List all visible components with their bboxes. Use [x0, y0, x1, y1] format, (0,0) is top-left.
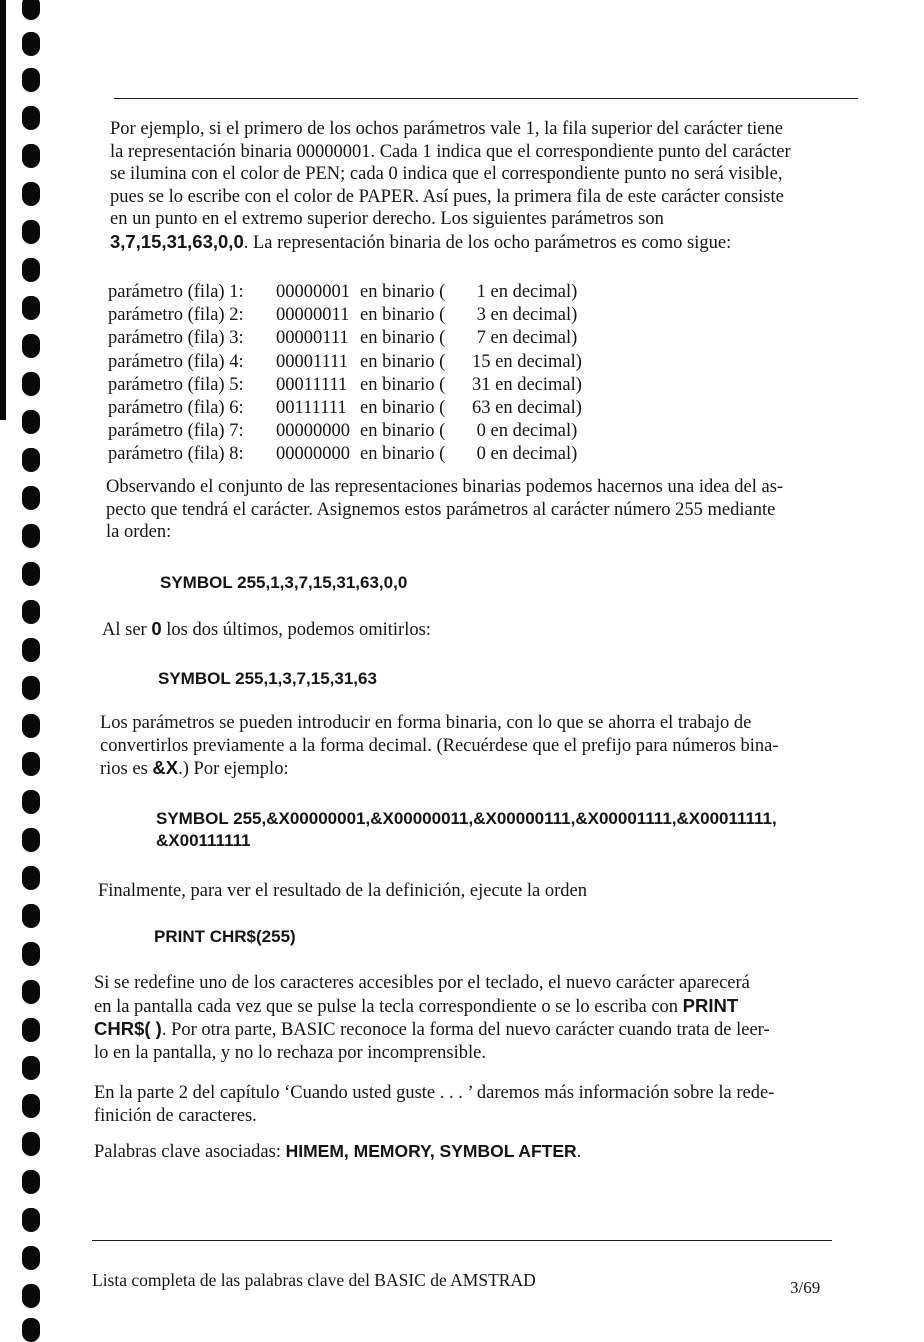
- text-line: pecto que tendrá el carácter. Asignemos estos parámetros al carácter número 255 mediante: [106, 499, 776, 520]
- text-fragment: los dos últimos, podemos omitirlos:: [161, 620, 431, 640]
- row-label: parámetro (fila) 8:: [108, 444, 244, 465]
- row-binary: 00001111: [276, 351, 348, 372]
- keyword-print: PRINT: [682, 994, 739, 1016]
- text-line: [102, 618, 848, 642]
- row-decimal: 31 en decimal): [472, 374, 582, 395]
- table-row: [108, 397, 582, 420]
- row-binary: 00011111: [276, 374, 348, 395]
- text-fragment: en la pantalla cada vez que se pulse la tecla correspondiente o se lo escriba con: [94, 996, 679, 1017]
- footer-title: Lista completa de las palabras clave del BASIC de AMSTRAD: [92, 1270, 536, 1290]
- row-binary: 00111111: [276, 398, 347, 419]
- punch-hole: [22, 1094, 40, 1118]
- parameter-table: [108, 281, 582, 467]
- keyword-chr: CHR$( ): [94, 1018, 162, 1039]
- row-label: parámetro (fila) 6:: [108, 398, 244, 419]
- page-number: 3/69: [790, 1278, 821, 1297]
- paragraph-omit: [102, 618, 848, 642]
- row-middle: en binario (: [360, 374, 446, 395]
- table-row: [108, 443, 582, 466]
- punch-hole: [22, 638, 40, 662]
- row-decimal: 3 en decimal): [472, 305, 578, 326]
- paragraph-chapter-ref: [94, 1082, 842, 1127]
- punch-hole: [22, 1018, 40, 1042]
- row-middle: en binario (: [360, 421, 446, 442]
- text-line: En la parte 2 del capítulo ‘Cuando usted guste . . . ’ daremos más información sobre la rede-: [94, 1083, 775, 1103]
- row-decimal: 1 en decimal): [472, 282, 578, 302]
- code-print: PRINT CHR$(255): [154, 927, 296, 946]
- text-line: en un punto en el extremo superior derecho. Los siguientes parámetros son: [110, 209, 664, 229]
- text-line: Finalmente, para ver el resultado de la definición, ejecute la orden: [98, 881, 588, 901]
- row-label: parámetro (fila) 5:: [108, 374, 244, 395]
- punch-hole: [22, 714, 40, 738]
- row-binary: 00000001: [276, 282, 350, 302]
- text-line: la representación binaria 00000001. Cada 1 indica que el correspondiente punto del carácter: [110, 141, 791, 162]
- binder-edge: [0, 0, 6, 420]
- punch-hole: [22, 448, 40, 472]
- row-middle: en binario (: [360, 282, 446, 302]
- row-label: parámetro (fila) 3:: [108, 328, 244, 349]
- code-symbol-full: SYMBOL 255,1,3,7,15,31,63,0,0: [160, 573, 408, 592]
- paragraph-keywords: [94, 1140, 842, 1164]
- row-middle: en binario (: [360, 351, 446, 372]
- punch-hole: [22, 676, 40, 700]
- punch-hole: [22, 828, 40, 852]
- text-fragment: Al ser: [102, 620, 152, 640]
- punch-hole: [22, 1170, 40, 1194]
- code-symbol-binary: [156, 808, 777, 852]
- text-line: [94, 995, 842, 1019]
- table-row: [108, 304, 582, 327]
- text-line: Por ejemplo, si el primero de los ochos parámetros vale 1, la fila superior del carácter tiene: [110, 119, 783, 139]
- text-fragment: .: [576, 1142, 582, 1162]
- text-line: [94, 1140, 842, 1164]
- punch-hole: [22, 562, 40, 586]
- punch-hole: [22, 258, 40, 282]
- code-line: &X00111111: [156, 831, 251, 850]
- row-binary: 00000000: [276, 421, 350, 442]
- punch-hole: [22, 410, 40, 434]
- punch-hole: [22, 600, 40, 624]
- code-line: SYMBOL 255,&X00000001,&X00000011,&X00000111,&X00001111,&X00011111,: [156, 809, 777, 828]
- text-line: Observando el conjunto de las representaciones binarias podemos hacernos una idea del as-: [106, 477, 784, 497]
- table-row: [108, 374, 582, 397]
- punch-hole: [22, 1056, 40, 1080]
- row-binary: 00000111: [276, 328, 349, 349]
- row-binary: 00000011: [276, 305, 350, 326]
- text-fragment: . La representación binaria de los ocho parámetros es como sigue:: [243, 232, 732, 253]
- text-line: Los parámetros se pueden introducir en forma binaria, con lo que se ahorra el trabajo de: [100, 713, 752, 733]
- punch-hole: [22, 790, 40, 814]
- table-row: [108, 351, 582, 374]
- text-line: finición de caracteres.: [94, 1105, 257, 1126]
- text-line: [100, 757, 848, 781]
- punch-hole: [22, 372, 40, 396]
- row-middle: en binario (: [360, 398, 446, 419]
- row-middle: en binario (: [360, 444, 446, 465]
- binary-prefix: &X: [152, 757, 179, 778]
- paragraph-intro: [110, 118, 858, 254]
- row-label: parámetro (fila) 2:: [108, 305, 244, 326]
- text-line: la orden:: [106, 522, 172, 542]
- punch-hole: [22, 1318, 40, 1342]
- footer-rule: [92, 1240, 832, 1241]
- row-label: parámetro (fila) 7:: [108, 421, 244, 442]
- table-row: [108, 327, 582, 350]
- binder-punch-holes: [0, 0, 60, 1334]
- row-decimal: 15 en decimal): [472, 351, 582, 372]
- punch-hole: [22, 980, 40, 1004]
- zero-value: 0: [151, 618, 162, 639]
- code-symbol-short: SYMBOL 255,1,3,7,15,31,63: [158, 669, 377, 688]
- text-line: Si se redefine uno de los caracteres accesibles por el teclado, el nuevo carácter aparecerá: [94, 973, 750, 993]
- punch-hole: [22, 1132, 40, 1156]
- text-line: convertirlos previamente a la forma decimal. (Recuérdese que el prefijo para números bina-: [100, 735, 779, 756]
- paragraph-observe: [106, 476, 852, 544]
- text-line: [110, 231, 858, 255]
- text-line: lo en la pantalla, y no lo rechaza por incomprensible.: [94, 1042, 486, 1063]
- punch-hole: [22, 524, 40, 548]
- row-middle: en binario (: [360, 305, 446, 326]
- table-row: [108, 281, 582, 304]
- row-middle: en binario (: [360, 328, 446, 349]
- punch-hole: [22, 68, 40, 92]
- punch-hole: [22, 334, 40, 358]
- text-fragment: .) Por ejemplo:: [178, 759, 289, 779]
- punch-hole: [22, 1284, 40, 1308]
- top-rule: [114, 98, 858, 99]
- punch-hole: [22, 1208, 40, 1232]
- punch-hole: [22, 942, 40, 966]
- row-label: parámetro (fila) 1:: [108, 282, 244, 302]
- text-line: [94, 1018, 842, 1042]
- punch-hole: [22, 182, 40, 206]
- text-fragment: rios es: [100, 759, 153, 779]
- row-decimal: 7 en decimal): [472, 328, 578, 349]
- paragraph-binary: [100, 712, 848, 781]
- paragraph-finally: [98, 880, 846, 903]
- row-binary: 00000000: [276, 444, 350, 465]
- keywords-label: Palabras clave asociadas:: [94, 1142, 286, 1162]
- text-line: se ilumina con el color de PEN; cada 0 indica que el correspondiente punto no será visible,: [110, 164, 783, 184]
- punch-hole: [22, 752, 40, 776]
- parameter-values: 3,7,15,31,63,0,0: [110, 230, 244, 252]
- punch-hole: [22, 1246, 40, 1270]
- punch-hole: [22, 144, 40, 168]
- row-decimal: 0 en decimal): [472, 421, 578, 442]
- punch-hole: [22, 296, 40, 320]
- row-label: parámetro (fila) 4:: [108, 351, 244, 372]
- row-decimal: 63 en decimal): [472, 398, 582, 419]
- punch-hole: [22, 32, 40, 56]
- punch-hole: [22, 220, 40, 244]
- table-row: [108, 420, 582, 443]
- punch-hole: [22, 486, 40, 510]
- related-keywords: HIMEM, MEMORY, SYMBOL AFTER: [285, 1141, 577, 1161]
- text-line: pues se lo escribe con el color de PAPER. Así pues, la primera fila de este carácter consiste: [110, 186, 784, 207]
- row-decimal: 0 en decimal): [472, 444, 578, 465]
- paragraph-redefine: [94, 972, 842, 1064]
- text-fragment: . Por otra parte, BASIC reconoce la forma del nuevo carácter cuando trata de leer-: [161, 1020, 770, 1040]
- punch-hole: [22, 0, 40, 20]
- punch-hole: [22, 904, 40, 928]
- punch-hole: [22, 106, 40, 130]
- punch-hole: [22, 866, 40, 890]
